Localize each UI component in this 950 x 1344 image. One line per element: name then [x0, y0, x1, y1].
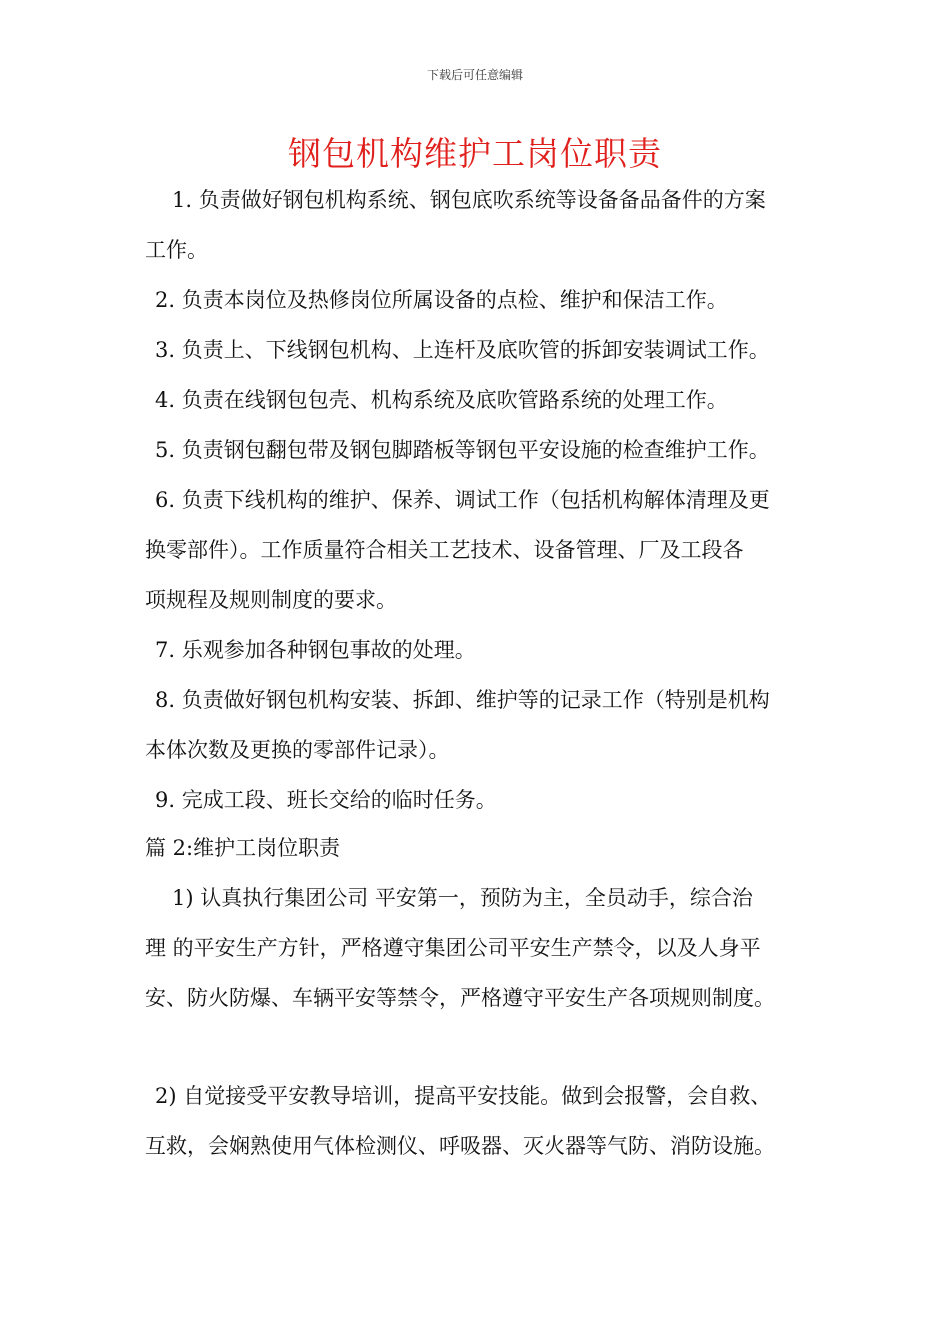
section2-item-2-cont: 互救，会娴熟使用气体检测仪、呼吸器、灭火器等气防、消防设施。 — [145, 1134, 775, 1158]
section-heading-2: 篇 2:维护工岗位职责 — [145, 836, 341, 860]
duty-item-6-cont-1: 换零部件）。工作质量符合相关工艺技术、设备管理、厂及工段各 — [145, 538, 744, 562]
section2-item-1: 1) 认真执行集团公司 平安第一，预防为主，全员动手，综合治 — [172, 886, 753, 910]
section2-item-1-cont-2: 安、防火防爆、车辆平安等禁令，严格遵守平安生产各项规则制度。 — [145, 986, 775, 1010]
section2-item-1-cont-1: 理 的平安生产方针，严格遵守集团公司平安生产禁令，以及人身平 — [145, 936, 761, 960]
duty-item-4: 4. 负责在线钢包包壳、机构系统及底吹管路系统的处理工作。 — [155, 388, 728, 412]
duty-item-5: 5. 负责钢包翻包带及钢包脚踏板等钢包平安设施的检查维护工作。 — [155, 438, 770, 462]
header-note: 下载后可任意编辑 — [426, 68, 523, 82]
duty-item-8-cont: 本体次数及更换的零部件记录）。 — [145, 738, 450, 762]
duty-item-1: 1. 负责做好钢包机构系统、钢包底吹系统等设备备品备件的方案 — [172, 188, 766, 212]
duty-item-3: 3. 负责上、下线钢包机构、上连杆及底吹管的拆卸安装调试工作。 — [155, 338, 770, 362]
section2-item-2: 2) 自觉接受平安教导培训，提高平安技能。做到会报警，会自救、 — [155, 1084, 772, 1108]
duty-item-2: 2. 负责本岗位及热修岗位所属设备的点检、维护和保洁工作。 — [155, 288, 728, 312]
document-title: 钢包机构维护工岗位职责 — [288, 134, 662, 173]
duty-item-1-cont: 工作。 — [145, 238, 208, 262]
duty-item-7: 7. 乐观参加各种钢包事故的处理。 — [155, 638, 476, 662]
duty-item-8: 8. 负责做好钢包机构安装、拆卸、维护等的记录工作（特别是机构 — [155, 688, 770, 712]
duty-item-9: 9. 完成工段、班长交给的临时任务。 — [155, 788, 497, 812]
duty-item-6: 6. 负责下线机构的维护、保养、调试工作（包括机构解体清理及更 — [155, 488, 770, 512]
duty-item-6-cont-2: 项规程及规则制度的要求。 — [145, 588, 397, 612]
